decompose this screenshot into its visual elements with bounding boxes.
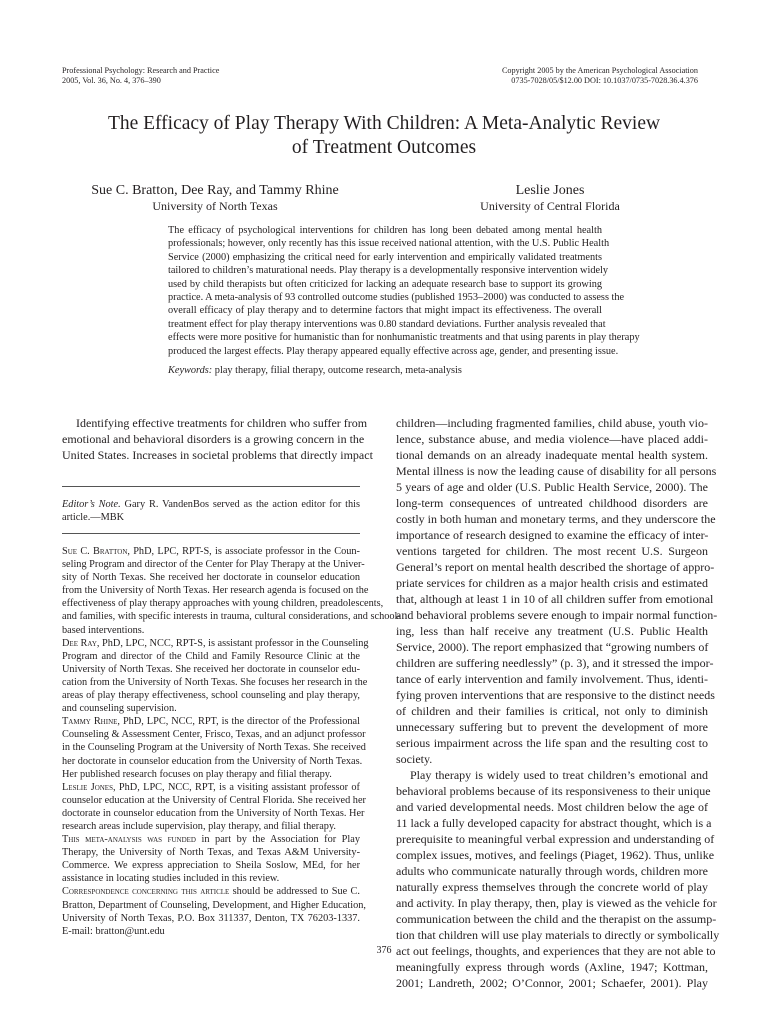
body-line: tional demands on an already inadequate mental health system.	[396, 448, 708, 462]
author-note-name: Tammy Rhine	[62, 716, 118, 728]
author-note-text: University of North Texas. She received her doctorate in counselor edu-	[62, 663, 360, 675]
author-notes	[62, 545, 401, 938]
author-note-line	[62, 650, 360, 663]
title-line-1: The Efficacy of Play Therapy With Children: A Meta-Analytic Review	[107, 113, 661, 134]
body-line: adults who communicate naturally through words, children more	[396, 864, 708, 878]
body-line: importance of research designed to examine the efficacy of inter-	[396, 528, 709, 542]
author-note-text: areas of play therapy effectiveness, school counseling and play therapy,	[62, 690, 360, 702]
author-note-line	[62, 794, 366, 807]
author-note-text: effectiveness of play therapy approaches with young children, preadolescents,	[62, 598, 384, 610]
author-note-text: research areas include supervision, play therapy, and filial therapy.	[62, 820, 336, 832]
author-note-line	[62, 807, 365, 820]
author-names: Sue C. Bratton, Dee Ray, and Tammy Rhine	[91, 183, 339, 198]
body-column-right	[396, 415, 720, 991]
author-note-name: Leslie Jones	[62, 781, 113, 793]
author-note-text: from the University of North Texas. Her research agenda is focused on the	[62, 585, 369, 597]
author-note-line	[62, 885, 360, 898]
abstract-line: The efficacy of psychological interventions for children has long been debated among mental health	[168, 225, 602, 236]
author-note-line	[62, 558, 365, 571]
author-note-text: her doctorate in counselor education from the University of North Texas.	[62, 755, 363, 767]
author-note-text: doctorate in counselor education from the University of North Texas. Her	[62, 807, 365, 819]
journal-volume: 2005, Vol. 36, No. 4, 376–390	[62, 76, 161, 85]
author-note-text: should be addressed to Sue C.	[229, 886, 360, 898]
abstract-line: practice. A meta-analysis of 93 controlled outcome studies (published 1953–2000) was conducted to assess the	[168, 292, 625, 304]
body-line: 11 lack a fully developed capacity for abstract thought, which is a	[396, 816, 712, 830]
author-note-name: This meta-analysis was funded	[62, 834, 196, 846]
author-note-line	[62, 676, 368, 689]
abstract-line: used by child therapists but often criticized for lacking an adequate research base to support its growing	[168, 278, 602, 290]
author-group-right	[430, 183, 670, 213]
body-line: prerequisite to meaningful verbal expression and understanding of	[396, 832, 715, 846]
editor-note-line	[62, 498, 360, 511]
author-note-text: Her published research focuses on play therapy and filial therapy.	[62, 768, 332, 780]
article-title	[60, 112, 708, 160]
author-note-text: assistance in locating studies included in this review.	[62, 873, 280, 885]
author-note-line	[62, 545, 360, 558]
body-line: 5 years of age and older (U.S. Public Health Service, 2000). The	[396, 480, 708, 494]
journal-name: Professional Psychology: Research and Practice	[62, 66, 220, 75]
author-note-name: Correspondence concerning this article	[62, 886, 230, 898]
author-note-text: , PhD, LPC, NCC, RPT-S, is assistant professor in the Counseling	[96, 637, 369, 649]
body-line: Identifying effective treatments for children who suffer from	[76, 416, 368, 430]
author-note-text: cation from the University of North Texas. She focuses her research in the	[62, 676, 368, 688]
title-line-2: of Treatment Outcomes	[291, 137, 477, 158]
body-line: society.	[396, 752, 433, 766]
doi-line: 0735-7028/05/$12.00 DOI: 10.1037/0735-7028.36.4.376	[511, 76, 698, 85]
author-note-text: sity of North Texas. She received her doctorate in counselor education	[62, 572, 360, 584]
author-note-line	[62, 584, 369, 597]
body-line: of children and their families is critical, not only to diminish	[396, 704, 708, 718]
author-note-name: Sue C. Bratton	[62, 546, 128, 557]
body-line: and varied developmental needs. Most children below the age of	[396, 800, 708, 814]
abstract-line: professionals; however, only recently has this issue received national attention, with the U.S. Public Health	[168, 238, 610, 250]
author-note-line	[62, 781, 360, 794]
body-line: 2001; Landreth, 2002; O’Connor, 2001; Schaefer, 2001). Play	[396, 976, 708, 990]
author-note-line	[62, 597, 384, 610]
author-note-line	[62, 610, 401, 623]
body-line: naturally express themselves through the concrete world of play	[396, 880, 708, 894]
copyright-header	[502, 66, 698, 86]
author-note-line	[62, 859, 360, 872]
body-line: General’s report on mental health described the shortage of appro-	[396, 560, 715, 574]
body-line: complex issues, motives, and feelings (Piaget, 1962). Thus, unlike	[396, 848, 715, 862]
body-line: Service, 2000). The report emphasized that “growing numbers of	[396, 640, 709, 654]
author-note-text: and families, with specific interests in trauma, cultural considerations, and school-	[62, 611, 401, 623]
abstract	[168, 224, 640, 358]
body-line: behavioral problems because of its responsiveness to their unique	[396, 784, 711, 798]
author-note-line	[62, 820, 360, 833]
author-note-text: seling Program and director of the Center for Play Therapy at the Univer-	[62, 559, 365, 571]
author-note-text: in the Counseling Program at the University of North Texas. She received	[62, 742, 366, 754]
author-note-line	[62, 728, 366, 741]
editor-note-line: article.—MBK	[62, 512, 125, 523]
abstract-line: produced the largest effects. Play therapy appeared equally effective across age, gender, and presenting issue.	[168, 345, 619, 357]
author-note-line	[62, 872, 360, 885]
abstract-line: tailored to children’s maturational needs. Play therapy is a developmentally responsive intervention widely	[168, 265, 609, 277]
body-line: priate services for children as a major health crisis and estimated	[396, 576, 708, 590]
body-line: meaningfully express through words (Axline, 1947; Kottman,	[396, 960, 708, 974]
author-note-text: Bratton, Department of Counseling, Development, and Higher Education,	[62, 899, 366, 911]
keywords-text: play therapy, filial therapy, outcome research, meta-analysis	[212, 365, 462, 376]
body-column-left	[62, 415, 373, 463]
body-line: and behavioral problems severe enough to impair normal function-	[396, 608, 718, 622]
author-note-name: Dee Ray	[62, 637, 97, 649]
author-note-line	[62, 637, 369, 650]
author-note-line	[62, 715, 360, 728]
body-line: and activity. In play therapy, then, play is viewed as the vehicle for	[396, 896, 717, 910]
body-line: Mental illness is now the leading cause of disability for all persons	[396, 464, 717, 478]
author-note-text: Program and director of the Child and Family Resource Clinic at the	[62, 650, 360, 662]
author-note-text: Commerce. We express appreciation to Sheila Soslow, MEd, for her	[62, 860, 360, 872]
author-note-line	[62, 624, 360, 637]
author-note-line	[62, 755, 363, 768]
body-line: unnecessary suffering but to prevent the development of more	[396, 720, 708, 734]
author-note-line	[62, 846, 360, 859]
author-note-text: Therapy, the University of North Texas, and Texas A&M University-	[62, 847, 360, 859]
author-note-line	[62, 833, 360, 846]
body-line: tance of early intervention and family involvement. Thus, identi-	[396, 672, 708, 686]
author-note-text: University of North Texas, P.O. Box 311337, Denton, TX 76203-1337.	[62, 912, 360, 924]
author-group-left	[60, 183, 370, 213]
copyright-line: Copyright 2005 by the American Psychological Association	[501, 66, 698, 75]
author-note-text: counselor education at the University of Central Florida. She received her	[62, 794, 366, 806]
author-note-line	[62, 925, 360, 938]
author-note-text: , PhD, LPC, RPT-S, is associate professor in the Coun-	[127, 546, 360, 557]
body-line: serious impairment across the life span and the resulting cost to	[396, 736, 708, 750]
journal-header	[62, 66, 219, 86]
author-note-line	[62, 768, 360, 781]
author-note-text: Counseling & Assessment Center, Frisco, Texas, and an adjunct professor	[62, 729, 366, 741]
body-line: costly in both human and monetary terms, and they underscore the	[396, 512, 716, 526]
footnote-divider	[62, 533, 360, 534]
body-line: that, although at least 1 in 10 of all children suffer from emotional	[396, 592, 714, 606]
body-line: ing, less than half receive any treatment (U.S. Public Health	[396, 624, 708, 638]
editor-note-text: Gary R. VandenBos served as the action editor for this	[120, 499, 361, 510]
author-affiliation: University of North Texas	[152, 199, 278, 213]
body-line: communication between the child and the therapist on the assump-	[396, 912, 717, 926]
author-note-line	[62, 912, 360, 925]
footnote-divider	[62, 486, 360, 487]
body-line: children are suffering needlessly” (p. 3), and it stressed the impor-	[396, 656, 714, 670]
abstract-line: effects were more positive for humanistic than for nonhumanistic treatments and that using parents in play therapy	[168, 332, 640, 344]
body-line: lence, substance abuse, and media violence—have placed addi-	[396, 432, 708, 446]
body-line: children—including fragmented families, child abuse, youth vio-	[396, 416, 708, 430]
abstract-line: treatment effect for play therapy interventions was 0.80 standard deviations. Further analysis revealed that	[168, 318, 606, 330]
author-note-line	[62, 663, 360, 676]
author-note-text: E-mail: bratton@unt.edu	[62, 925, 165, 937]
body-line: Play therapy is widely used to treat children’s emotional and	[410, 768, 708, 782]
abstract-line: overall efficacy of play therapy and to determine factors that might impact its effectiveness. The overall	[168, 305, 602, 317]
editor-note-label: Editor’s Note.	[62, 499, 121, 510]
author-note-line	[62, 571, 360, 584]
body-line: tion that children will use play materials to directly or symbolically	[396, 928, 720, 942]
author-names: Leslie Jones	[515, 183, 585, 198]
keywords	[168, 364, 462, 377]
abstract-line: Service (2000) emphasizing the critical need for early intervention and empirically validated treatments	[168, 251, 602, 263]
author-note-text: in part by the Association for Play	[195, 834, 360, 846]
body-line: United States. Increases in societal problems that directly impact	[62, 448, 373, 462]
author-note-text: , PhD, LPC, NCC, RPT, is a visiting assistant professor of	[112, 781, 360, 793]
editor-note	[62, 498, 360, 524]
author-note-line	[62, 689, 360, 702]
body-line: emotional and behavioral disorders is a growing concern in the	[62, 432, 365, 446]
author-note-text: based interventions.	[62, 624, 145, 636]
author-note-text: , PhD, LPC, NCC, RPT, is the director of the Professional	[117, 716, 360, 728]
body-line: act out feelings, thoughts, and experiences that they are not able to	[396, 944, 716, 958]
body-line: ventions targeted for children. The most recent U.S. Surgeon	[396, 544, 708, 558]
page-number: 376	[376, 945, 392, 956]
author-note-line	[62, 702, 360, 715]
author-note-line	[62, 741, 366, 754]
body-line: long-term consequences of untreated childhood disorders are	[396, 496, 708, 510]
keywords-label: Keywords:	[168, 365, 213, 376]
author-note-text: and counseling supervision.	[62, 703, 177, 715]
author-affiliation: University of Central Florida	[480, 199, 620, 213]
body-line: fying proven interventions that are responsive to the distinct needs	[396, 688, 715, 702]
author-note-line	[62, 899, 366, 912]
